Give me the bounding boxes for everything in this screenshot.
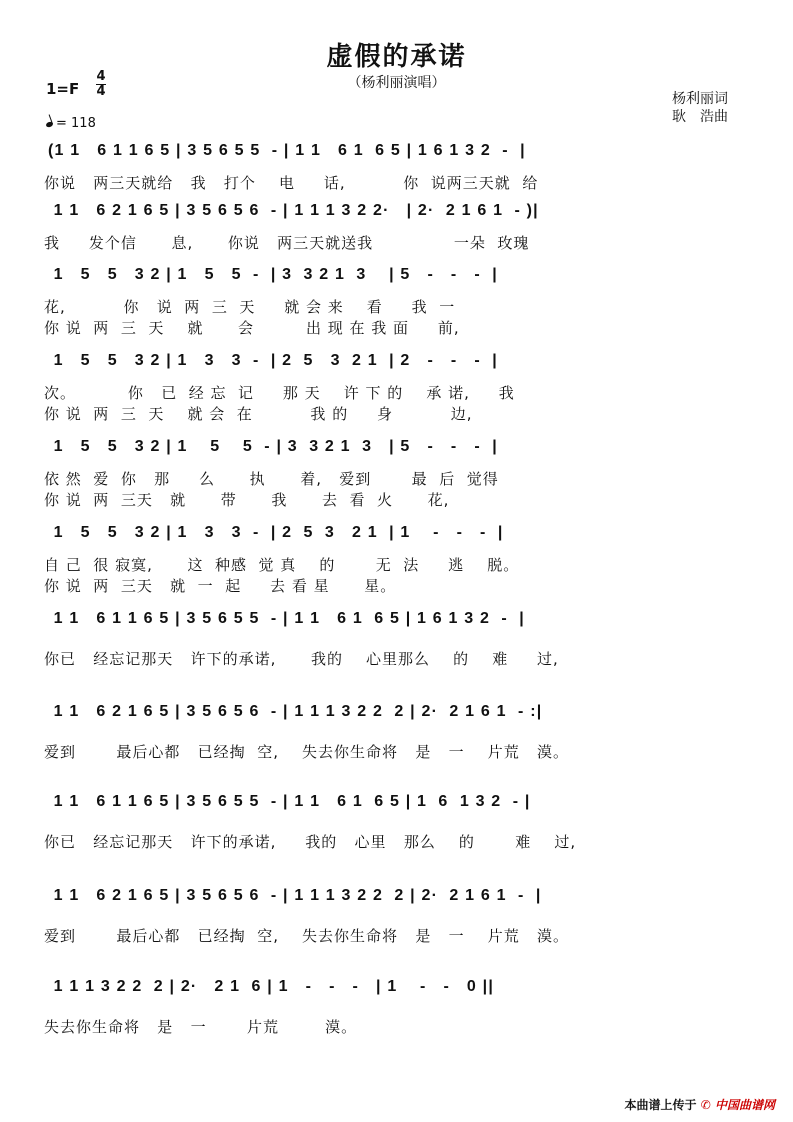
notation-notes: 1 5 5 3 2 | 1 3 3 - | 2 5 3 2 1 | 1 - - - | (48, 524, 504, 541)
credits (672, 90, 728, 126)
notation-line (42, 438, 762, 472)
song-title: 虚假的承诺 (326, 42, 467, 72)
notation-line (42, 352, 762, 386)
notation-notes: 1 5 5 3 2 | 1 5 5 - | 3 3 2 1 3 | 5 - - - | (48, 266, 498, 283)
singer-credit: （杨利丽演唱） (347, 75, 446, 91)
lyric-line: 你 说 两 三天 就 一 起 去 看 星 星。 (44, 577, 397, 595)
site-logo-icon: ✆ (700, 1098, 711, 1112)
notation-notes: (1 1 6 1 1 6 5 | 3 5 6 5 5 - | 1 1 6 1 6 5 | 1 6 1 3 2 - | (48, 142, 526, 159)
notation-line (42, 703, 762, 737)
footer-text: 本曲谱上传于 (624, 1098, 697, 1112)
notation-notes: 1 1 6 2 1 6 5 | 3 5 6 5 6 - | 1 1 1 3 2 2 2 | 2· 2 1 6 1 - | (48, 887, 542, 904)
lyric-line: 自 己 很 寂寞, 这 种感 觉 真 的 无 法 逃 脱。 (44, 556, 520, 574)
notation-line (42, 887, 762, 921)
lyric-line: 你 说 两 三 天 就 会 在 我 的 身 边, (44, 405, 473, 423)
time-signature-bottom: 4 (96, 84, 106, 99)
notation-notes: 1 1 6 2 1 6 5 | 3 5 6 5 6 - | 1 1 1 3 2 2· | 2· 2 1 6 1 - )| (48, 202, 539, 219)
lyric-line: 花, 你 说 两 三 天 就 会 来 看 我 一 (44, 298, 456, 316)
composer-credit: 耿 浩曲 (672, 109, 728, 125)
upload-footer (625, 1096, 775, 1113)
lyric-line: 爱到 最后心都 已经掏 空, 失去你生命将 是 一 片荒 漠。 (44, 743, 570, 761)
notation-line (42, 142, 762, 176)
lyric-line: 我 发个信 息, 你说 两三天就送我 一朵 玫瑰 (44, 234, 530, 252)
notation-line (42, 793, 762, 827)
notation-line (42, 978, 762, 1012)
notation-line (42, 610, 762, 644)
lyric-line: 你 说 两 三天 就 带 我 去 看 火 花, (44, 491, 450, 509)
notation-notes: 1 5 5 3 2 | 1 3 3 - | 2 5 3 2 1 | 2 - - - | (48, 352, 498, 369)
lyric-line: 你说 两三天就给 我 打个 电 话, 你 说两三天就 给 (44, 174, 539, 192)
notation-notes: 1 1 6 1 1 6 5 | 3 5 6 5 5 - | 1 1 6 1 6 5 | 1 6 1 3 2 - | (48, 793, 531, 810)
lyric-line: 次。 你 已 经 忘 记 那 天 许 下 的 承 诺, 我 (44, 384, 515, 402)
time-signature-top: 4 (96, 69, 106, 84)
notation-notes: 1 5 5 3 2 | 1 5 5 - | 3 3 2 1 3 | 5 - - - | (48, 438, 498, 455)
quarter-note-icon (45, 121, 53, 128)
lyric-line: 失去你生命将 是 一 片荒 漠。 (44, 1018, 358, 1036)
notation-line (42, 524, 762, 558)
lyric-line: 你已 经忘记那天 许下的承诺, 我的 心里那么 的 难 过, (44, 650, 559, 668)
lyric-line: 你已 经忘记那天 许下的承诺, 我的 心里 那么 的 难 过, (44, 833, 577, 851)
tempo-value: = 118 (56, 116, 96, 131)
notation-line (42, 266, 762, 300)
site-name: 中国曲谱网 (714, 1098, 775, 1112)
notation-notes: 1 1 1 3 2 2 2 | 2· 2 1 6 | 1 - - - | 1 - - 0 || (48, 978, 495, 995)
time-signature (96, 70, 106, 99)
notation-notes: 1 1 6 2 1 6 5 | 3 5 6 5 6 - | 1 1 1 3 2 2 2 | 2· 2 1 6 1 - :| (48, 703, 543, 720)
lyric-line: 依 然 爱 你 那 么 执 着, 爱到 最 后 觉得 (44, 470, 499, 488)
lyric-line: 你 说 两 三 天 就 会 出 现 在 我 面 前, (44, 319, 460, 337)
tempo-mark (46, 116, 96, 131)
lyricist-credit: 杨利丽词 (672, 91, 728, 107)
key-signature: 1=F (46, 80, 80, 98)
notation-notes: 1 1 6 1 1 6 5 | 3 5 6 5 5 - | 1 1 6 1 6 5 | 1 6 1 3 2 - | (48, 610, 525, 627)
lyric-line: 爱到 最后心都 已经掏 空, 失去你生命将 是 一 片荒 漠。 (44, 927, 570, 945)
notation-line (42, 202, 762, 236)
